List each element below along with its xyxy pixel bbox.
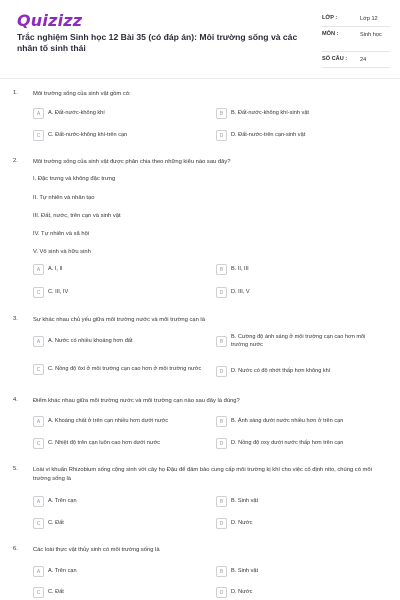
option-d[interactable] [216,518,381,529]
option-a[interactable] [33,336,203,347]
option-letter-box: B [216,336,227,347]
option-d[interactable] [216,438,381,449]
option-c[interactable] [33,130,203,141]
option-letter-box: C [33,364,44,375]
option-letter-box: A [33,496,44,507]
question-number: 6. [13,546,18,552]
question-number: 2. [13,158,18,164]
option-text: A. Trên cạn [48,497,77,504]
question-text: Môi trường sống của sinh vật được phân chia theo những kiểu nào sau đây? [33,159,231,165]
meta-divider [322,67,390,68]
option-letter-box: B [216,416,227,427]
option-text: B. Ánh sáng dưới nước nhiều hơn ở trên cạn [231,417,344,424]
worksheet-title: Trắc nghiệm Sinh học 12 Bài 35 (có đáp án): Môi trường sống và các nhân tố sinh thái [17,32,298,53]
meta-divider [322,51,390,52]
question-text: Môi trường sống của sinh vật gồm có: [33,91,131,97]
option-text: D. Nồng độ oxy dưới nước thấp hơn trên cạn [231,439,344,446]
option-text: A. Đất-nước-không khí [48,109,105,116]
option-a[interactable] [33,108,203,119]
statement-line: I. Đặc trưng và không đặc trưng [33,176,116,182]
option-c[interactable] [33,587,203,598]
option-letter-box: A [33,264,44,275]
option-text: A. Nước có nhiều khoáng hơn đất [48,337,133,344]
option-d[interactable] [216,587,381,598]
option-letter-box: C [33,518,44,529]
option-a[interactable] [33,566,203,577]
option-d[interactable] [216,287,381,298]
option-text: C. III, IV [48,288,69,295]
question-text: Các loài thực vật thủy sinh có môi trường sống là [33,547,160,553]
option-text: D. III, V [231,288,250,295]
question-text: Loài vi khuẩn Rhizobium sống cộng sinh với cây họ Đậu để đảm bảo cung cấp môi trường kị khí cho việc cố định nito, chúng có môi trường sống là [33,467,372,482]
option-letter-box: D [216,587,227,598]
statement-line: II. Tự nhiên và nhân tạo [33,195,95,201]
question-number: 4. [13,397,18,403]
option-letter-box: B [216,108,227,119]
option-letter-box: B [216,264,227,275]
option-b[interactable] [216,496,381,507]
option-a[interactable] [33,416,203,427]
option-text: C. Đất [48,519,64,526]
option-text: D. Nước [231,588,253,595]
question-text: Sự khác nhau chủ yếu giữa môi trường nước và môi trường cạn là [33,317,205,323]
option-b[interactable] [216,264,381,275]
option-b[interactable] [216,416,381,427]
option-c[interactable] [33,518,203,529]
question-number: 5. [13,466,18,472]
option-text: D. Nước có độ nhớt thấp hơn không khí [231,367,331,374]
option-letter-box: D [216,287,227,298]
option-letter-box: A [33,108,44,119]
option-b[interactable] [216,334,381,349]
meta-value: Lớp 12 [360,16,378,22]
option-text: A. Trên cạn [48,567,77,574]
question-number: 3. [13,316,18,322]
option-text: B. Cường độ ánh sáng ở môi trường cạn cao hơn môi trường nước [231,334,366,348]
option-d[interactable] [216,130,381,141]
option-text: B. Sinh vật [231,567,259,574]
option-letter-box: D [216,518,227,529]
option-b[interactable] [216,566,381,577]
option-a[interactable] [33,496,203,507]
header-divider [0,78,400,79]
option-b[interactable] [216,108,381,119]
option-text: B. II, III [231,265,249,272]
option-c[interactable] [33,438,203,449]
option-text: C. Đất-nước-không khí-trên cạn [48,131,128,138]
option-text: C. Nồng độ ôxi ở môi trường cạn cao hơn ở môi trường nước [48,365,202,372]
option-text: C. Đất [48,588,64,595]
meta-value: 24 [360,57,367,63]
option-letter-box: C [33,287,44,298]
option-letter-box: D [216,130,227,141]
option-letter-box: C [33,438,44,449]
option-letter-box: C [33,587,44,598]
meta-key: LỚP : [322,15,338,21]
option-text: C. Nhiệt độ trên cạn luôn cao hơn dưới nước [48,439,161,446]
option-c[interactable] [33,287,203,298]
option-letter-box: D [216,438,227,449]
option-text: A. I, II [48,265,63,272]
option-letter-box: B [216,496,227,507]
option-letter-box: A [33,566,44,577]
meta-key: SỐ CÂU : [322,56,348,62]
option-c[interactable] [33,364,203,375]
option-a[interactable] [33,264,203,275]
question-text: Điểm khác nhau giữa môi trường nước và môi trường cạn nào sau đây là đúng? [33,398,240,404]
meta-divider [322,26,390,27]
statement-line: IV. Tự nhiên và xã hội [33,231,90,237]
meta-value: Sinh học [360,32,382,38]
option-text: B. Sinh vật [231,497,259,504]
option-letter-box: B [216,566,227,577]
option-text: A. Khoáng chất ở trên cạn nhiều hơn dưới nước [48,417,169,424]
option-letter-box: C [33,130,44,141]
statement-line: V. Vô sinh và hữu sinh [33,249,91,255]
option-letter-box: A [33,416,44,427]
quizizz-logo: Quizizz [17,11,83,30]
meta-key: MÔN : [322,31,339,37]
option-text: B. Đất-nước-không khí-sinh vật [231,109,309,116]
question-number: 1. [13,90,18,96]
option-text: D. Đất-nước-trên cạn-sinh vật [231,131,306,138]
option-d[interactable] [216,366,381,377]
option-letter-box: A [33,336,44,347]
option-text: D. Nước [231,519,253,526]
statement-line: III. Đất, nước, trên cạn và sinh vật [33,213,121,219]
option-letter-box: D [216,366,227,377]
